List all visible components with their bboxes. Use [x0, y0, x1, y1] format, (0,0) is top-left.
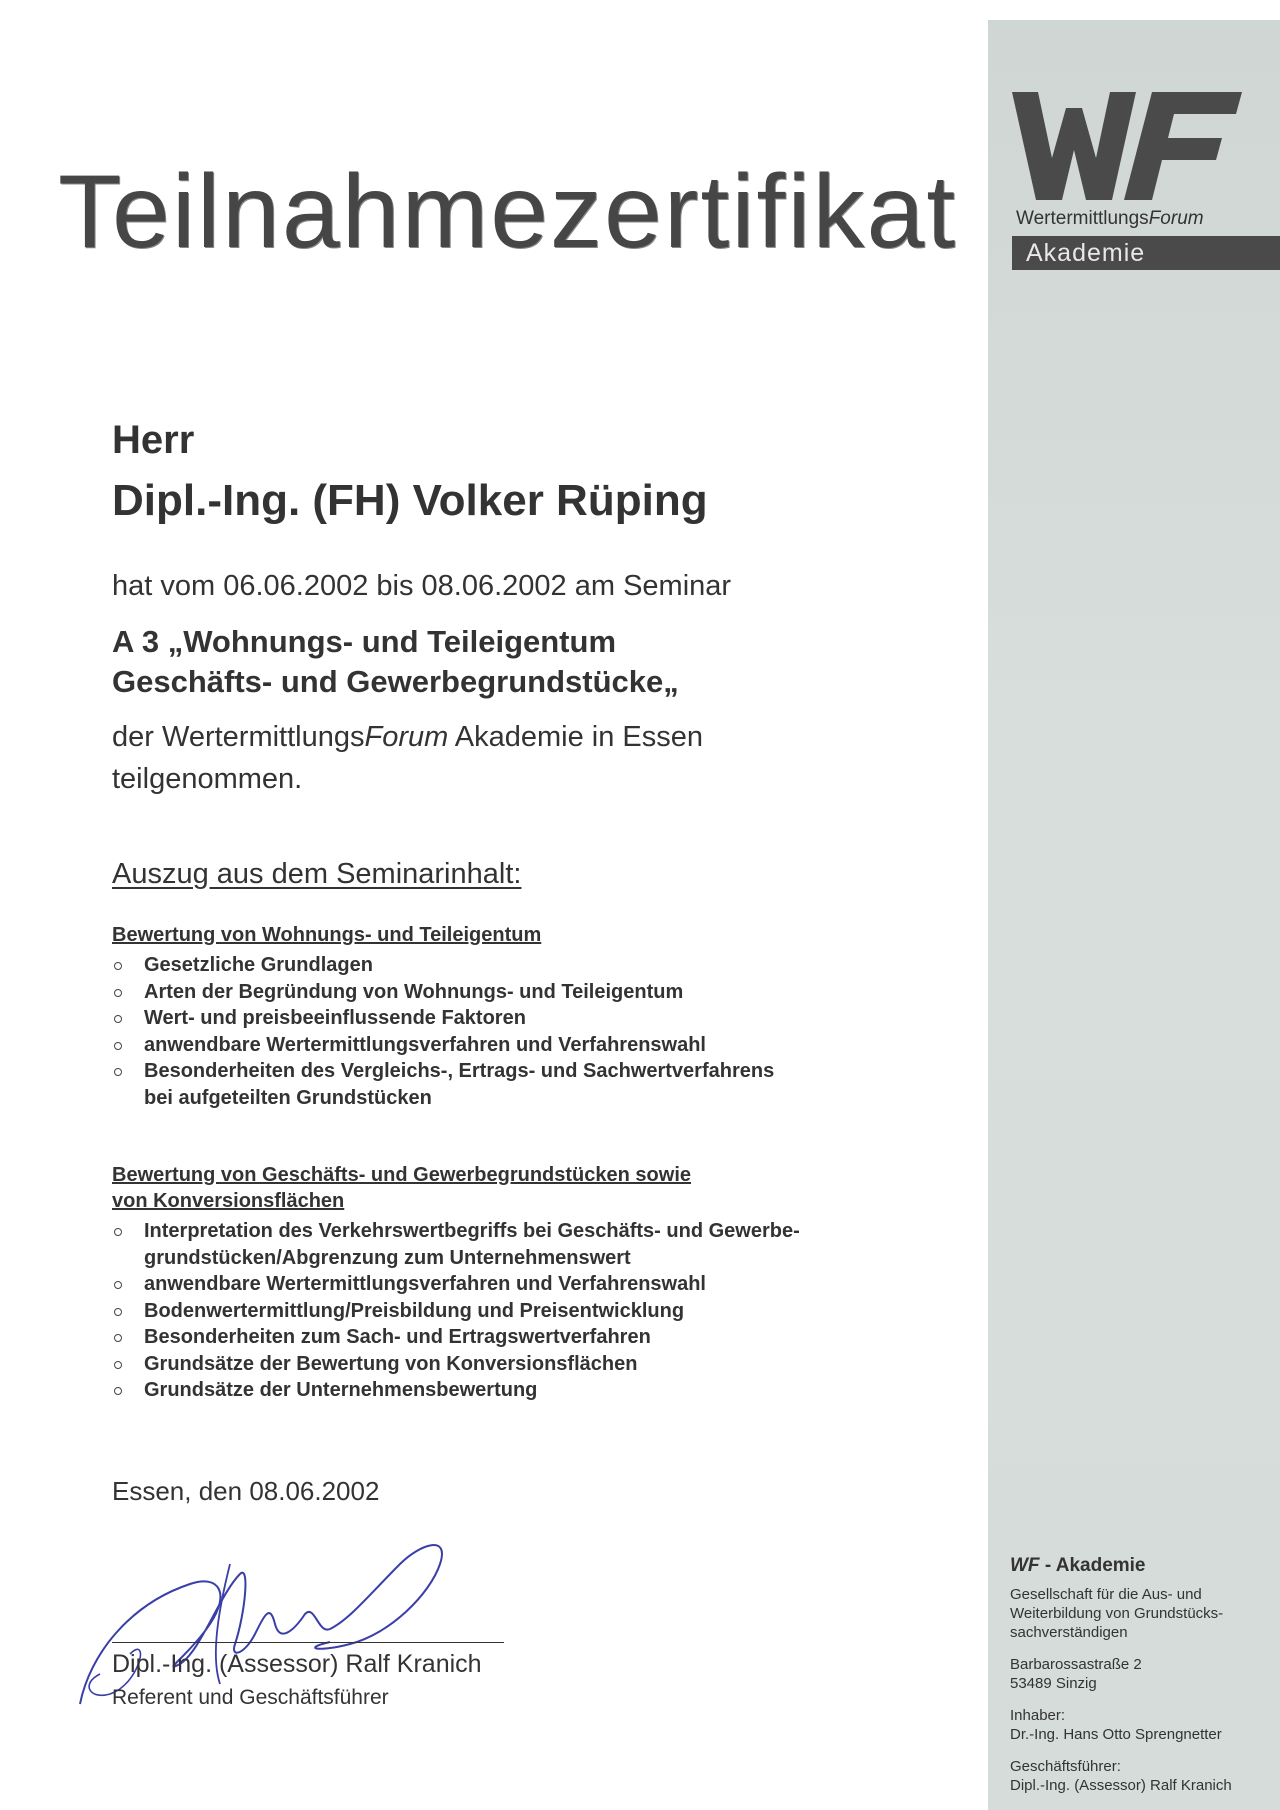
- list-item: Besonderheiten zum Sach- und Ertragswertverfahren: [112, 1324, 800, 1351]
- list-item: Besonderheiten des Vergleichs-, Ertrags- und Sachwertverfahrens bei aufgeteilten Grundstücken: [112, 1058, 774, 1111]
- sidebar-company: Gesellschaft für die Aus- und Weiterbildung von Grundstücks- sachverständigen: [1010, 1586, 1224, 1641]
- signature-line: [112, 1642, 504, 1643]
- sidebar-address: Barbarossastraße 2 53489 Sinzig: [1010, 1656, 1142, 1692]
- place-date: Essen, den 08.06.2002: [112, 1476, 380, 1506]
- list-item: Bodenwertermittlung/Preisbildung und Preisentwicklung: [112, 1298, 800, 1325]
- recipient-name: Dipl.-Ing. (FH) Volker Rüping: [112, 476, 708, 525]
- seminar-title: [112, 622, 679, 702]
- extract-heading: Auszug aus dem Seminarinhalt:: [112, 858, 522, 890]
- academy-text: der WertermittlungsForum Akademie in Essen teilgenommen.: [112, 721, 703, 795]
- list-item: anwendbare Wertermittlungsverfahren und Verfahrenswahl: [112, 1271, 800, 1298]
- list-item: Gesetzliche Grundlagen: [112, 952, 774, 979]
- signer-name: Dipl.-Ing. (Assessor) Ralf Kranich: [112, 1650, 482, 1678]
- list-item: anwendbare Wertermittlungsverfahren und Verfahrenswahl: [112, 1032, 774, 1059]
- list-item: Wert- und preisbeeinflussende Faktoren: [112, 1005, 774, 1032]
- list-item: Arten der Begründung von Wohnungs- und Teileigentum: [112, 979, 774, 1006]
- sidebar-owner: Inhaber: Dr.-Ing. Hans Otto Sprengnetter: [1010, 1707, 1222, 1743]
- sidebar-info-heading: WF - Akademie: [1010, 1555, 1146, 1576]
- sidebar-panel: [988, 20, 1280, 1810]
- list-item: Grundsätze der Bewertung von Konversionsflächen: [112, 1351, 800, 1378]
- signer-role: Referent und Geschäftsführer: [112, 1686, 389, 1709]
- logo-akademie-bar: Akademie: [1012, 236, 1280, 270]
- section2-heading: Bewertung von Geschäfts- und Gewerbegrundstücken sowie von Konversionsflächen: [112, 1164, 691, 1212]
- wf-logo-mark: [1012, 88, 1280, 208]
- section1-list: [112, 952, 774, 1111]
- list-item: Grundsätze der Unternehmensbewertung: [112, 1377, 800, 1404]
- sidebar-info: [1010, 1556, 1272, 1808]
- logo-subtitle: WertermittlungsForum: [1016, 208, 1204, 229]
- sidebar-managing-director: Geschäftsführer: Dipl.-Ing. (Assessor) Ralf Kranich: [1010, 1758, 1232, 1794]
- seminar-title-line1: A 3 „Wohnungs- und Teileigentum: [112, 624, 617, 659]
- attendance-text: hat vom 06.06.2002 bis 08.06.2002 am Seminar: [112, 570, 732, 602]
- section2-list: [112, 1218, 800, 1404]
- list-item: Interpretation des Verkehrswertbegriffs bei Geschäfts- und Gewerbe- grundstücken/Abgrenzung zum Unternehmenswert: [112, 1218, 800, 1271]
- page-title: Teilnahmezertifikat: [58, 154, 958, 270]
- recipient-salutation: Herr: [112, 418, 195, 462]
- section1-heading: Bewertung von Wohnungs- und Teileigentum: [112, 924, 542, 946]
- seminar-title-line2: Geschäfts- und Gewerbegrundstücke„: [112, 664, 679, 699]
